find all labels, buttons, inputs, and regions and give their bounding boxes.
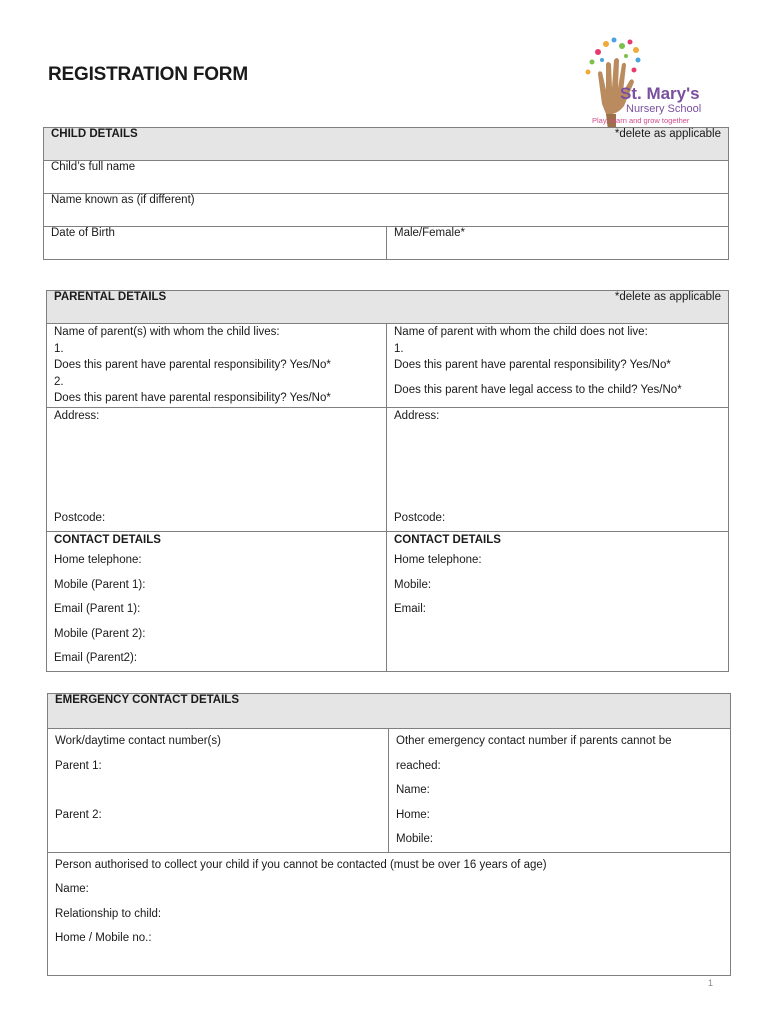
- other-parent-responsibility: Does this parent have parental responsibility? Yes/No*: [394, 359, 671, 371]
- not-live-label: Name of parent with whom the child does not live:: [394, 326, 648, 338]
- daytime-contact-field[interactable]: [48, 729, 389, 853]
- leaf-dots-icon: [586, 38, 641, 75]
- authorised-phone-label: Home / Mobile no.:: [55, 932, 152, 944]
- gender-field[interactable]: [387, 227, 729, 260]
- date-of-birth-field[interactable]: [44, 227, 387, 260]
- emergency-name-label: Name:: [396, 784, 430, 796]
- other-emergency-field[interactable]: [389, 729, 731, 853]
- other-parent-number: 1.: [394, 342, 404, 355]
- other-parent-legal-access: Does this parent have legal access to the child? Yes/No*: [394, 383, 682, 396]
- email-parent-2-label: Email (Parent2):: [54, 652, 138, 664]
- child-known-as-field[interactable]: [44, 194, 729, 227]
- other-parent-postcode-label: Postcode:: [394, 512, 446, 524]
- emergency-home-label: Home:: [396, 808, 430, 821]
- parental-details-title: PARENTAL DETAILS: [54, 291, 167, 303]
- parent-2-number: 2.: [54, 375, 64, 388]
- parent-contact-details[interactable]: [47, 531, 387, 671]
- emergency-header: [48, 694, 731, 729]
- gender-label: Male/Female*: [394, 227, 465, 239]
- child-full-name-field[interactable]: [44, 161, 729, 194]
- child-details-table: [43, 127, 729, 260]
- parents-lives-with-field[interactable]: [47, 324, 387, 408]
- child-details-title: CHILD DETAILS: [51, 128, 138, 140]
- child-known-as-label: Name known as (if different): [51, 194, 195, 206]
- logo-subtitle: Nursery School: [626, 103, 702, 115]
- other-emergency-label-a: Other emergency contact number if parents cannot be: [396, 735, 672, 747]
- authorised-relationship-label: Relationship to child:: [55, 907, 162, 920]
- emergency-mobile-label: Mobile:: [396, 833, 434, 845]
- parent-1-number: 1.: [54, 342, 64, 355]
- emergency-contact-table: [47, 693, 731, 976]
- other-parent-contact-details[interactable]: [387, 531, 729, 671]
- contact-details-header-right: CONTACT DETAILS: [394, 533, 501, 546]
- spacer: [55, 778, 381, 803]
- parental-delete-note: *delete as applicable: [614, 291, 721, 303]
- parent-address-label: Address:: [54, 409, 100, 422]
- authorised-intro: Person authorised to collect your child if you cannot be contacted (must be over 16 years of age): [55, 858, 547, 871]
- email-parent-1-label: Email (Parent 1):: [54, 603, 141, 615]
- parent-1-responsibility: Does this parent have parental responsibility? Yes/No*: [54, 359, 331, 371]
- other-home-telephone-label: Home telephone:: [394, 554, 482, 566]
- parental-details-header: [47, 291, 729, 324]
- lives-with-label: Name of parent(s) with whom the child lives:: [54, 326, 280, 338]
- other-parent-address-label: Address:: [394, 409, 440, 422]
- other-emergency-label-b: reached:: [396, 759, 441, 772]
- contact-details-header-left: CONTACT DETAILS: [54, 533, 161, 546]
- form-title: REGISTRATION FORM: [48, 64, 248, 85]
- emergency-title: EMERGENCY CONTACT DETAILS: [55, 694, 240, 706]
- logo-tagline: Play, learn and grow together: [592, 116, 690, 125]
- parent-postcode-label: Postcode:: [54, 512, 106, 524]
- parental-details-table: [46, 290, 729, 672]
- mobile-parent-1-label: Mobile (Parent 1):: [54, 578, 146, 591]
- emergency-parent-1-label: Parent 1:: [55, 759, 102, 772]
- emergency-parent-2-label: Parent 2:: [55, 808, 102, 821]
- parent-address-field[interactable]: [47, 407, 387, 531]
- page-number: 1: [708, 978, 714, 988]
- parent-not-live-field[interactable]: [387, 324, 729, 408]
- child-details-header: [44, 128, 729, 161]
- child-delete-note: *delete as applicable: [614, 128, 721, 140]
- home-telephone-label: Home telephone:: [54, 554, 142, 566]
- other-parent-address-field[interactable]: [387, 407, 729, 531]
- mobile-parent-2-label: Mobile (Parent 2):: [54, 627, 146, 640]
- work-daytime-label: Work/daytime contact number(s): [55, 735, 221, 747]
- authorised-name-label: Name:: [55, 883, 89, 895]
- child-full-name-label: Child’s full name: [51, 161, 136, 173]
- parent-2-responsibility: Does this parent have parental responsibility? Yes/No*: [54, 392, 331, 404]
- other-mobile-label: Mobile:: [394, 578, 432, 591]
- authorised-person-field[interactable]: [48, 852, 731, 975]
- other-email-label: Email:: [394, 603, 426, 615]
- date-of-birth-label: Date of Birth: [51, 227, 115, 239]
- logo-school-name: St. Mary's: [620, 84, 700, 103]
